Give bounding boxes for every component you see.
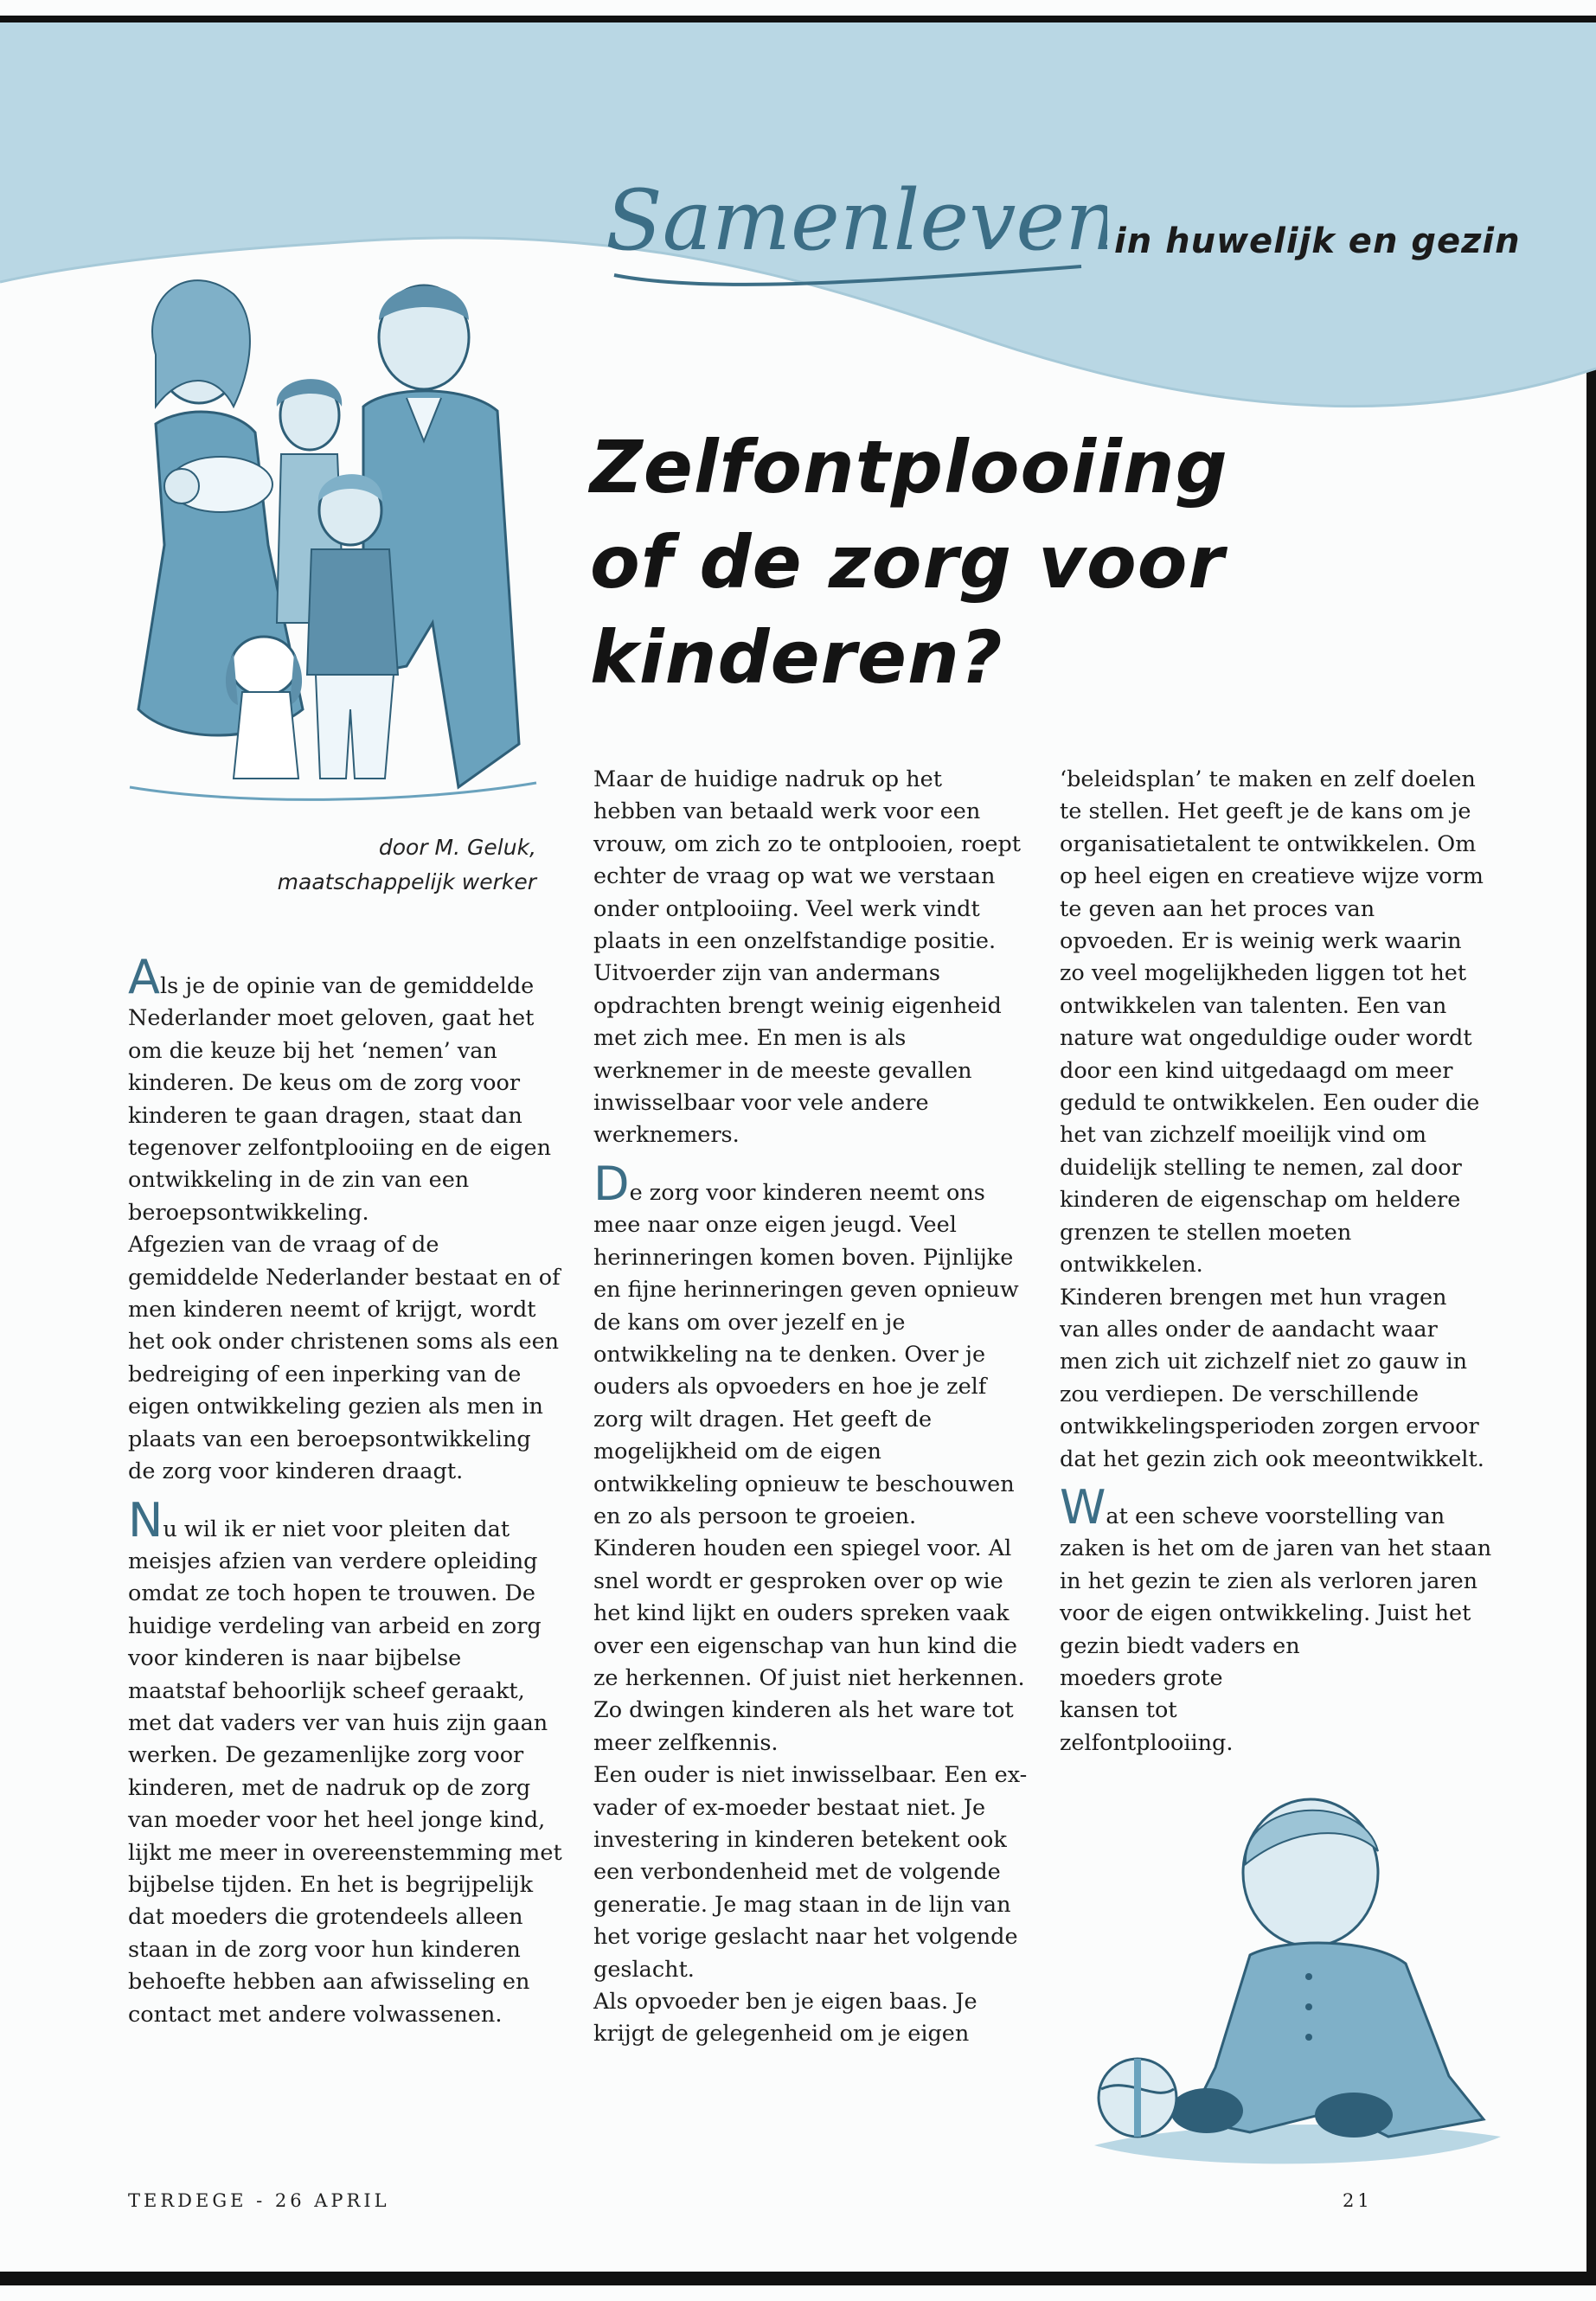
article-column-1 [128,950,565,2050]
paragraph: Maar de huidige nadruk op het hebben van betaald werk voor een vrouw, om zich zo te ontplooien, roept echter de vraag op wat we verstaan onder ontplooiing. Veel werk vindt plaats in een onzelfstandige positie. Uitvoerder zijn van andermans opdrachten brengt weinig eigenheid met zich mee. En men is als werknemer in de meeste gevallen inwisselbaar voor vele andere werknemers. [593,766,1022,1149]
paragraph [593,1156,1030,1533]
paragraph: Kinderen brengen met hun vragen van alles onder de aandacht waar men zich uit zichzelf niet zo gauw in zou verdiepen. De verschillende ontwikkelingsperioden zorgen ervoor dat het gezin zich ook meeontwikkelt. [1060,1284,1484,1472]
top-border [0,16,1596,22]
paragraph [1060,1479,1492,1663]
family-illustration [104,260,554,830]
drop-cap: D [593,1156,630,1211]
headline-line-1: Zelfontplooiing [590,425,1228,510]
paragraph [128,950,565,1229]
paragraph-text: u wil ik er niet voor pleiten dat meisjes afzien van verdere opleiding omdat ze toch hopen te trouwen. De huidige verdeling van arbeid en zorg voor kinderen is naar bijbelse maatstaf behoorlijk scheef geraakt, met dat vaders ver van huis zijn gaan werken. De gezamenlijke zorg voor kinderen, met de nadruk op de zorg van moeder voor het heel jonge kind, lijkt me meer in overeenstemming met bijbelse tijden. En het is begrijpelijk dat moeders die grotendeels alleen staan in de zorg voor hun kinderen behoefte hebben aan afwisseling en contact met andere volwassenen. [128,1516,562,2028]
paragraph: Als opvoeder ben je eigen baas. Je krijgt de gelegenheid om je eigen [593,1989,977,2048]
paragraph: Kinderen houden een spiegel voor. Al snel wordt er gesproken over op wie het kind lijkt en ouders spreken vaak over een eigenschap van hun kind die ze herkennen. Of juist niet herkennen. Zo dwingen kinderen als het ware tot meer zelfkennis. [593,1535,1025,1756]
paragraph-text: ls je de opinie van de gemiddelde Nederlander moet geloven, gaat het om die keuze bij het ‘nemen’ van kinderen. De keus om de zorg voor kinderen te gaan dragen, staat dan tegenover zelfontplooiing en de eigen ontwikkeling in de zin van een beroepsontwikkeling. [128,973,552,1226]
footer-publication: TERDEGE - 26 APRIL [128,2190,390,2211]
paragraph [128,1492,565,2032]
drop-cap: W [1060,1479,1106,1535]
paragraph-text: e zorg voor kinderen neemt ons mee naar onze eigen jeugd. Veel herinneringen komen boven. Pijnlijke en fijne herinneringen geven opnieuw de kans om over jezelf en je ontwikkeling na te denken. Over je ouders als opvoeders en hoe je zelf zorg wilt dragen. Het geeft de mogelijkheid om de eigen ontwikkeling opnieuw te beschouwen en zo als persoon te groeien. [593,1179,1019,1529]
section-subtitle: in huwelijk en gezin [1114,221,1521,261]
bottom-border [0,2272,1596,2285]
paragraph: Afgezien van de vraag of de gemiddelde Nederlander bestaat en of men kinderen neemt of krijgt, wordt het ook onder christenen soms als een bedreiging of een inperking van de eigen ontwikkeling gezien als men in plaats van een beroepsontwikkeling de zorg voor kinderen draagt. [128,1232,561,1485]
article-headline [590,420,1368,705]
byline [173,830,536,900]
paragraph: ‘beleidsplan’ te maken en zelf doelen te stellen. Het geeft je de kans om je organisatietalent te ontwikkelen. Om op heel eigen en creatieve wijze vorm te geven aan het proces van opvoeden. Er is weinig werk waarin zo veel mogelijkheden liggen tot het ontwikkelen van talenten. Een van nature wat ongeduldige ouder wordt door een kind uitgedaagd om meer geduld te ontwikkelen. Een ouder die het van zichzelf moeilijk vind om duidelijk stelling te nemen, zal door kinderen de eigenschap om heldere grenzen te stellen moeten ontwikkelen. [1060,766,1484,1279]
logo-text: Samenleven [606,172,1107,269]
baby-illustration [1077,1791,1509,2171]
article-column-2 [593,764,1030,2070]
samenleven-logo [597,145,1107,310]
headline-line-2: of de zorg voor [590,520,1225,605]
drop-cap: A [128,950,160,1004]
article-column-3 [1060,764,1492,1779]
drop-cap: N [128,1492,163,1548]
paragraph: Een ouder is niet inwisselbaar. Een ex-vader of ex-moeder bestaat niet. Je investering in kinderen betekent ook een verbondenheid met de volgende generatie. Je mag staan in de lijn van het vorige geslacht naar het volgende geslacht. [593,1762,1028,1983]
byline-author: door M. Geluk, [378,835,536,860]
headline-line-3: kinderen? [590,615,1003,700]
paragraph-text: at een scheve voorstelling van zaken is het om de jaren van het staan in het gezin te zien als verloren jaren voor de eigen ontwikkeling. Juist het gezin biedt vaders en [1060,1503,1492,1659]
paragraph-end: moeders grote kansen tot zelfontplooiing. [1060,1664,1234,1756]
page-number: 21 [1343,2190,1373,2211]
byline-role: maatschappelijk werker [277,869,536,894]
